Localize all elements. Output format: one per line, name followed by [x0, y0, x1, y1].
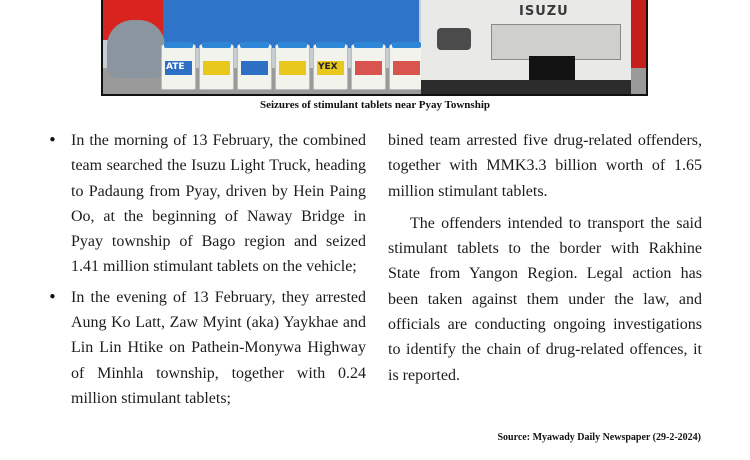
bucket [199, 44, 234, 90]
license-plate [529, 56, 575, 82]
list-item [44, 128, 366, 280]
headlamp [437, 28, 471, 50]
bucket-label: ATE [166, 62, 185, 72]
bucket [237, 44, 272, 90]
bucket [351, 44, 386, 90]
body-paragraph: The offenders intended to transport the said stimulant tablets to the border with Rakhine State from Yangon Region. Legal action has been taken against them under the law, and officials are conducting ongoing investigations to identify the chain of drug-related offences, it is reported. [388, 214, 702, 384]
left-column [44, 128, 366, 416]
photo-caption: Seizures of stimulant tablets near Pyay Township [259, 99, 490, 111]
bucket [161, 44, 196, 90]
bucket-label: YEX [318, 62, 338, 72]
seizure-list [44, 128, 366, 411]
list-item [44, 285, 366, 411]
bucket [275, 44, 310, 90]
blue-tarp [163, 0, 419, 48]
news-photo [101, 0, 648, 96]
bullet-text: • In the morning of 13 February, the combined team searched the Isuzu Light Truck, heading to Padaung from Pyay, driven by Hein Paing Oo, at the beginning of Naway Bridge in Pyay township of Bago region and seized 1.41 million stimulant tablets on the vehicle; [71, 132, 366, 276]
truck-grille [491, 24, 621, 60]
tablet-buckets [161, 44, 424, 90]
continued-paragraph: bined team arrested five drug-related offenders, together with MMK3.3 billion worth of 1.65 million stimulant tablets. [388, 132, 702, 200]
right-column [388, 128, 702, 388]
bucket [313, 44, 348, 90]
bullet-text: • In the evening of 13 February, they arrested Aung Ko Latt, Zaw Myint (aka) Yaykhae and Lin Lin Htike on Pathein-Monywa Highway of Minhla township, together with 0.24 million stimulant tablets; [71, 288, 366, 407]
sack [107, 20, 165, 78]
bumper [421, 80, 631, 94]
truck-brand: ISUZU [519, 4, 569, 19]
isuzu-truck [421, 0, 631, 94]
source-credit: Source: Myawady Daily Newspaper (29-2-2024) [497, 432, 701, 443]
bucket [389, 44, 424, 90]
